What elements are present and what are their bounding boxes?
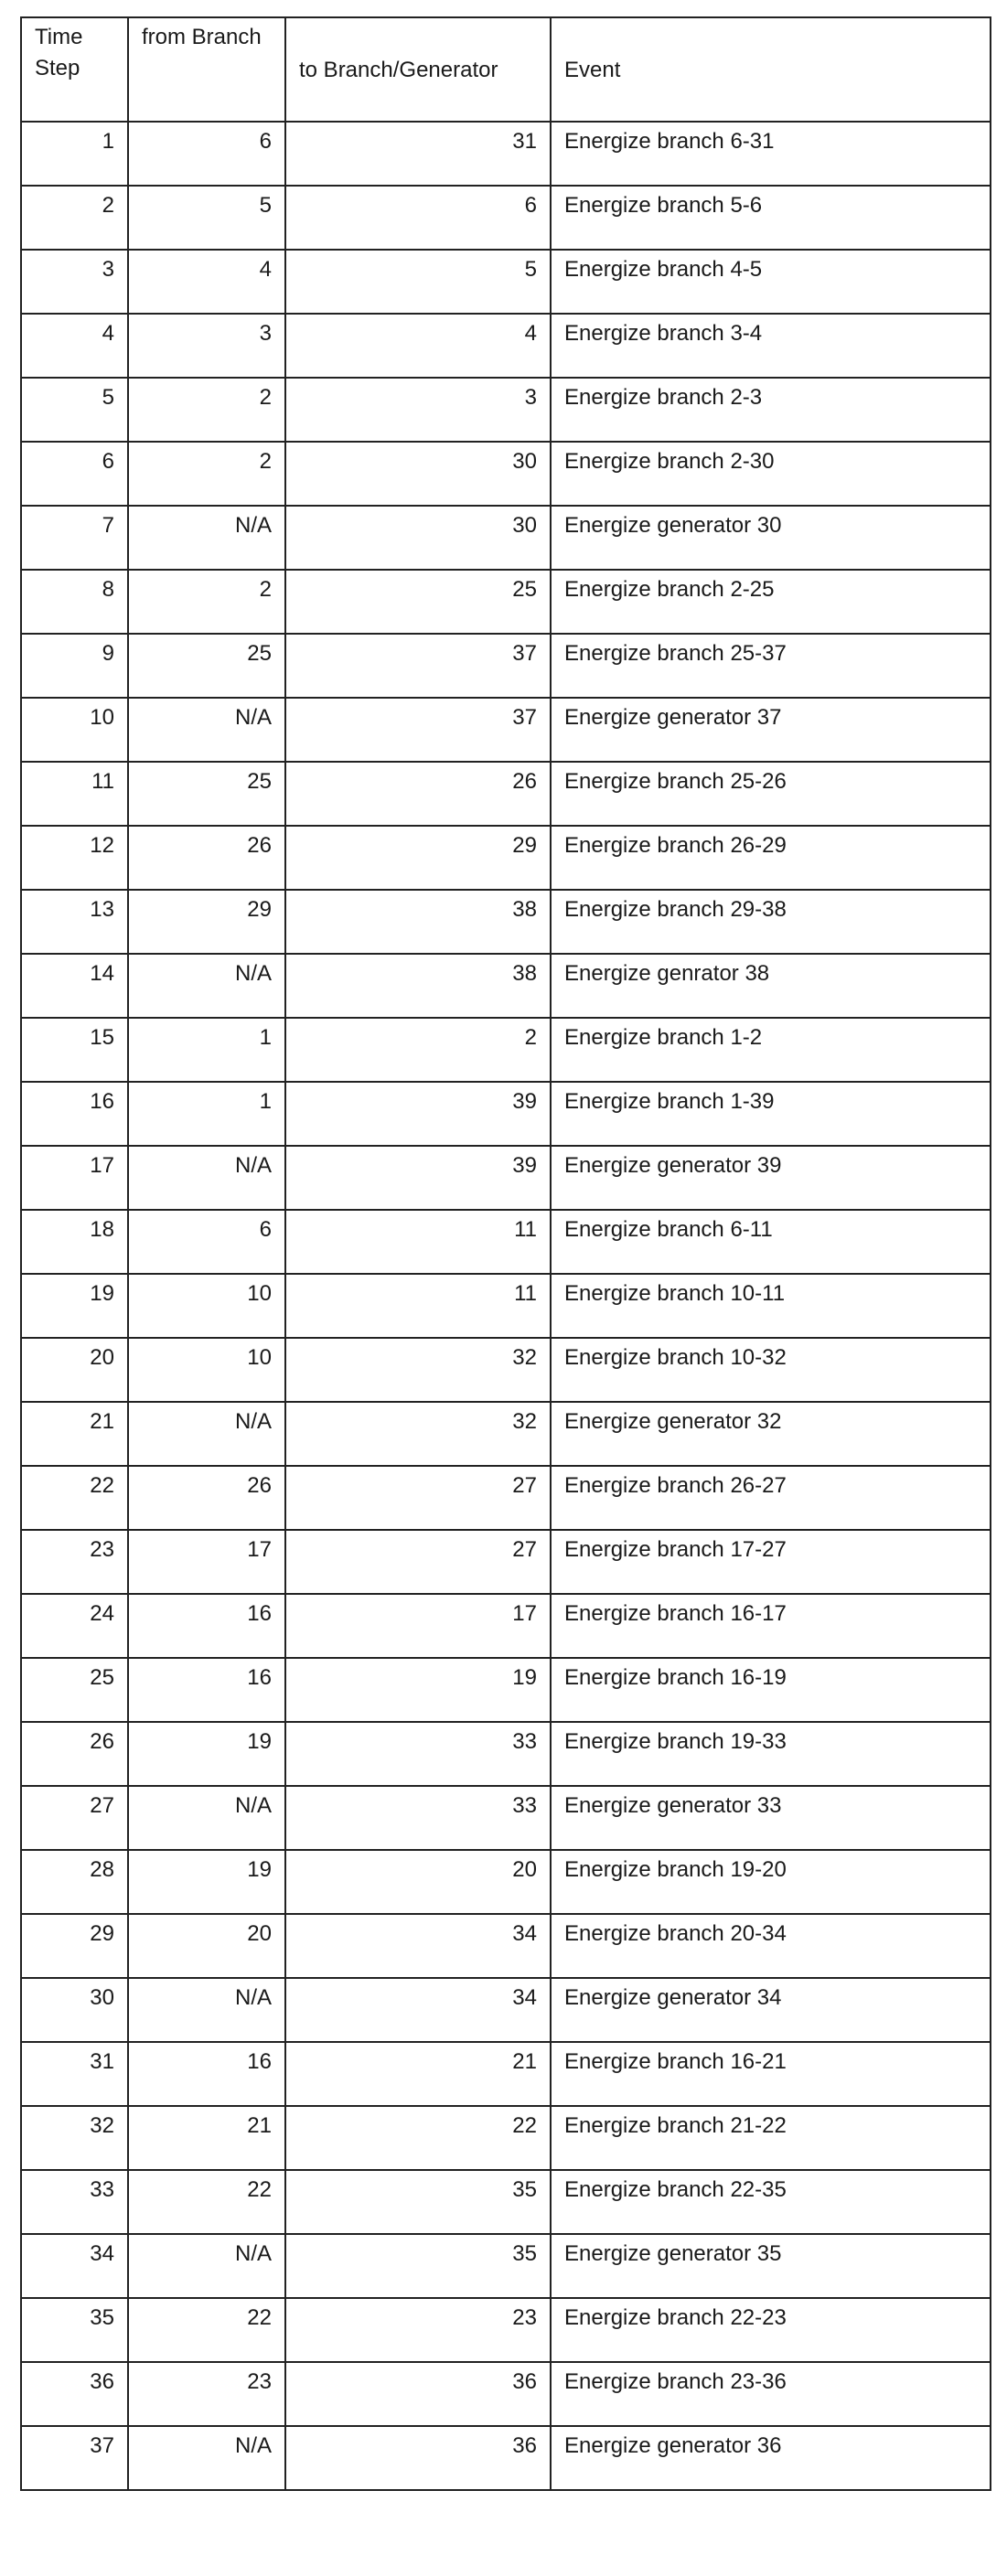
- from-branch-cell: 4: [128, 250, 285, 314]
- to-branch-cell: 37: [285, 634, 551, 698]
- from-branch-cell: 5: [128, 186, 285, 250]
- table-row: [21, 1146, 991, 1210]
- time-step-cell: 20: [21, 1338, 128, 1402]
- to-branch-cell: 34: [285, 1978, 551, 2042]
- to-branch-cell: 39: [285, 1082, 551, 1146]
- time-step-cell: 30: [21, 1978, 128, 2042]
- table-row: [21, 2298, 991, 2362]
- to-branch-cell: 5: [285, 250, 551, 314]
- time-step-cell: 11: [21, 762, 128, 826]
- header-event: Event: [551, 17, 991, 122]
- event-cell: Energize branch 6-11: [551, 1210, 991, 1274]
- to-branch-cell: 11: [285, 1274, 551, 1338]
- to-branch-cell: 34: [285, 1914, 551, 1978]
- event-cell: Energize generator 37: [551, 698, 991, 762]
- from-branch-cell: N/A: [128, 1978, 285, 2042]
- time-step-cell: 24: [21, 1594, 128, 1658]
- to-branch-cell: 2: [285, 1018, 551, 1082]
- event-cell: Energize branch 10-32: [551, 1338, 991, 1402]
- event-cell: Energize branch 17-27: [551, 1530, 991, 1594]
- to-branch-cell: 19: [285, 1658, 551, 1722]
- table-row: [21, 2042, 991, 2106]
- table-row: [21, 1850, 991, 1914]
- table-row: [21, 762, 991, 826]
- event-cell: Energize generator 33: [551, 1786, 991, 1850]
- table-row: [21, 1018, 991, 1082]
- time-step-cell: 2: [21, 186, 128, 250]
- time-step-cell: 22: [21, 1466, 128, 1530]
- from-branch-cell: 16: [128, 1658, 285, 1722]
- table-row: [21, 1466, 991, 1530]
- time-step-cell: 18: [21, 1210, 128, 1274]
- event-cell: Energize branch 19-33: [551, 1722, 991, 1786]
- to-branch-cell: 32: [285, 1402, 551, 1466]
- event-cell: Energize branch 16-21: [551, 2042, 991, 2106]
- event-cell: Energize branch 25-37: [551, 634, 991, 698]
- event-cell: Energize branch 10-11: [551, 1274, 991, 1338]
- table-row: [21, 2426, 991, 2490]
- to-branch-cell: 21: [285, 2042, 551, 2106]
- from-branch-cell: 2: [128, 442, 285, 506]
- from-branch-cell: 10: [128, 1274, 285, 1338]
- to-branch-cell: 27: [285, 1530, 551, 1594]
- to-branch-cell: 30: [285, 506, 551, 570]
- table-row: [21, 2170, 991, 2234]
- from-branch-cell: 19: [128, 1722, 285, 1786]
- table-row: [21, 1914, 991, 1978]
- from-branch-cell: N/A: [128, 1146, 285, 1210]
- event-cell: Energize branch 25-26: [551, 762, 991, 826]
- event-cell: Energize branch 26-27: [551, 1466, 991, 1530]
- time-step-cell: 28: [21, 1850, 128, 1914]
- from-branch-cell: 20: [128, 1914, 285, 1978]
- event-cell: Energize branch 29-38: [551, 890, 991, 954]
- from-branch-cell: 25: [128, 762, 285, 826]
- time-step-cell: 25: [21, 1658, 128, 1722]
- from-branch-cell: 6: [128, 1210, 285, 1274]
- restoration-sequence-table: [20, 16, 991, 2491]
- to-branch-cell: 32: [285, 1338, 551, 1402]
- event-cell: Energize generator 30: [551, 506, 991, 570]
- table-row: [21, 1210, 991, 1274]
- to-branch-cell: 38: [285, 890, 551, 954]
- to-branch-cell: 31: [285, 122, 551, 186]
- from-branch-cell: 23: [128, 2362, 285, 2426]
- event-cell: Energize branch 23-36: [551, 2362, 991, 2426]
- table-row: [21, 186, 991, 250]
- time-step-cell: 31: [21, 2042, 128, 2106]
- to-branch-cell: 36: [285, 2426, 551, 2490]
- from-branch-cell: 10: [128, 1338, 285, 1402]
- time-step-cell: 8: [21, 570, 128, 634]
- from-branch-cell: 26: [128, 1466, 285, 1530]
- time-step-cell: 16: [21, 1082, 128, 1146]
- time-step-cell: 23: [21, 1530, 128, 1594]
- from-branch-cell: 16: [128, 1594, 285, 1658]
- from-branch-cell: 26: [128, 826, 285, 890]
- to-branch-cell: 30: [285, 442, 551, 506]
- event-cell: Energize branch 16-19: [551, 1658, 991, 1722]
- to-branch-cell: 6: [285, 186, 551, 250]
- time-step-cell: 9: [21, 634, 128, 698]
- from-branch-cell: 16: [128, 2042, 285, 2106]
- time-step-cell: 33: [21, 2170, 128, 2234]
- header-to-branch-generator: to Branch/Generator: [285, 17, 551, 122]
- table-row: [21, 1274, 991, 1338]
- table-body: [21, 122, 991, 2490]
- event-cell: Energize branch 4-5: [551, 250, 991, 314]
- to-branch-cell: 35: [285, 2170, 551, 2234]
- from-branch-cell: N/A: [128, 1786, 285, 1850]
- to-branch-cell: 33: [285, 1786, 551, 1850]
- table-row: [21, 1722, 991, 1786]
- to-branch-cell: 3: [285, 378, 551, 442]
- from-branch-cell: 21: [128, 2106, 285, 2170]
- event-cell: Energize generator 34: [551, 1978, 991, 2042]
- table-row: [21, 698, 991, 762]
- from-branch-cell: 19: [128, 1850, 285, 1914]
- event-cell: Energize branch 2-30: [551, 442, 991, 506]
- to-branch-cell: 4: [285, 314, 551, 378]
- to-branch-cell: 36: [285, 2362, 551, 2426]
- table-row: [21, 2234, 991, 2298]
- to-branch-cell: 25: [285, 570, 551, 634]
- table-row: [21, 954, 991, 1018]
- time-step-cell: 10: [21, 698, 128, 762]
- time-step-cell: 36: [21, 2362, 128, 2426]
- time-step-cell: 15: [21, 1018, 128, 1082]
- time-step-cell: 26: [21, 1722, 128, 1786]
- time-step-cell: 1: [21, 122, 128, 186]
- from-branch-cell: N/A: [128, 698, 285, 762]
- event-cell: Energize generator 39: [551, 1146, 991, 1210]
- table-header: [21, 17, 991, 122]
- to-branch-cell: 38: [285, 954, 551, 1018]
- to-branch-cell: 23: [285, 2298, 551, 2362]
- table-row: [21, 506, 991, 570]
- event-cell: Energize branch 6-31: [551, 122, 991, 186]
- table-row: [21, 1786, 991, 1850]
- from-branch-cell: 22: [128, 2298, 285, 2362]
- event-cell: Energize branch 19-20: [551, 1850, 991, 1914]
- event-cell: Energize generator 32: [551, 1402, 991, 1466]
- table-row: [21, 1082, 991, 1146]
- table-row: [21, 1402, 991, 1466]
- to-branch-cell: 27: [285, 1466, 551, 1530]
- table-row: [21, 442, 991, 506]
- table-row: [21, 314, 991, 378]
- from-branch-cell: 29: [128, 890, 285, 954]
- from-branch-cell: 22: [128, 2170, 285, 2234]
- table-row: [21, 890, 991, 954]
- event-cell: Energize branch 22-35: [551, 2170, 991, 2234]
- to-branch-cell: 17: [285, 1594, 551, 1658]
- to-branch-cell: 20: [285, 1850, 551, 1914]
- time-step-cell: 21: [21, 1402, 128, 1466]
- event-cell: Energize generator 35: [551, 2234, 991, 2298]
- table-row: [21, 250, 991, 314]
- from-branch-cell: N/A: [128, 506, 285, 570]
- table-row: [21, 122, 991, 186]
- to-branch-cell: 33: [285, 1722, 551, 1786]
- from-branch-cell: N/A: [128, 1402, 285, 1466]
- from-branch-cell: 6: [128, 122, 285, 186]
- table-row: [21, 378, 991, 442]
- event-cell: Energize branch 2-25: [551, 570, 991, 634]
- time-step-cell: 4: [21, 314, 128, 378]
- time-step-cell: 12: [21, 826, 128, 890]
- to-branch-cell: 35: [285, 2234, 551, 2298]
- table-row: [21, 1978, 991, 2042]
- table-row: [21, 2106, 991, 2170]
- from-branch-cell: 17: [128, 1530, 285, 1594]
- time-step-cell: 17: [21, 1146, 128, 1210]
- time-step-cell: 27: [21, 1786, 128, 1850]
- event-cell: Energize branch 3-4: [551, 314, 991, 378]
- time-step-cell: 7: [21, 506, 128, 570]
- from-branch-cell: 3: [128, 314, 285, 378]
- time-step-cell: 35: [21, 2298, 128, 2362]
- time-step-cell: 32: [21, 2106, 128, 2170]
- header-time-step: Time Step: [21, 17, 128, 122]
- table-row: [21, 826, 991, 890]
- event-cell: Energize branch 16-17: [551, 1594, 991, 1658]
- event-cell: Energize generator 36: [551, 2426, 991, 2490]
- time-step-cell: 3: [21, 250, 128, 314]
- from-branch-cell: N/A: [128, 954, 285, 1018]
- from-branch-cell: 1: [128, 1018, 285, 1082]
- from-branch-cell: N/A: [128, 2426, 285, 2490]
- event-cell: Energize branch 5-6: [551, 186, 991, 250]
- time-step-cell: 13: [21, 890, 128, 954]
- table-row: [21, 634, 991, 698]
- event-cell: Energize branch 22-23: [551, 2298, 991, 2362]
- from-branch-cell: 2: [128, 378, 285, 442]
- to-branch-cell: 39: [285, 1146, 551, 1210]
- from-branch-cell: 25: [128, 634, 285, 698]
- header-row: [21, 17, 991, 122]
- time-step-cell: 37: [21, 2426, 128, 2490]
- document-page: [20, 16, 990, 2491]
- table-row: [21, 570, 991, 634]
- time-step-cell: 34: [21, 2234, 128, 2298]
- time-step-cell: 19: [21, 1274, 128, 1338]
- table-row: [21, 1338, 991, 1402]
- from-branch-cell: N/A: [128, 2234, 285, 2298]
- time-step-cell: 14: [21, 954, 128, 1018]
- event-cell: Energize branch 21-22: [551, 2106, 991, 2170]
- header-from-branch: from Branch: [128, 17, 285, 122]
- to-branch-cell: 37: [285, 698, 551, 762]
- table-row: [21, 1658, 991, 1722]
- table-row: [21, 1594, 991, 1658]
- from-branch-cell: 1: [128, 1082, 285, 1146]
- to-branch-cell: 11: [285, 1210, 551, 1274]
- event-cell: Energize branch 1-2: [551, 1018, 991, 1082]
- event-cell: Energize branch 20-34: [551, 1914, 991, 1978]
- to-branch-cell: 26: [285, 762, 551, 826]
- time-step-cell: 29: [21, 1914, 128, 1978]
- event-cell: Energize branch 26-29: [551, 826, 991, 890]
- to-branch-cell: 22: [285, 2106, 551, 2170]
- from-branch-cell: 2: [128, 570, 285, 634]
- event-cell: Energize branch 1-39: [551, 1082, 991, 1146]
- table-row: [21, 1530, 991, 1594]
- table-row: [21, 2362, 991, 2426]
- event-cell: Energize genrator 38: [551, 954, 991, 1018]
- to-branch-cell: 29: [285, 826, 551, 890]
- event-cell: Energize branch 2-3: [551, 378, 991, 442]
- time-step-cell: 6: [21, 442, 128, 506]
- time-step-cell: 5: [21, 378, 128, 442]
